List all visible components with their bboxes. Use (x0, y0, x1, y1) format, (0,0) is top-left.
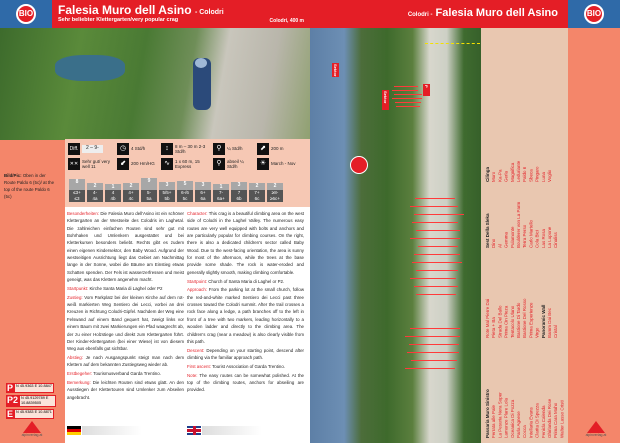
gps-coordinates (6, 383, 56, 421)
grade-bar: 2 7+ 6c (249, 183, 265, 202)
en-descent: Descent: Depending on your starting point, descend after climbing via the familiar approach path. (187, 347, 304, 361)
de-note: Bemerkung: Die leichten Routen sind etwas glatt. An den Ausstiegen der Klettertouren sind Umlenker zum Abseilen angebracht. (67, 380, 184, 400)
descent-icon: ⚲ (213, 158, 225, 170)
area-prefix: Colodri - (407, 12, 433, 18)
section-tab-left (0, 0, 52, 28)
crag-title: Falesia Muro dell Asino (58, 3, 192, 17)
right-side-strip (568, 28, 620, 443)
route-list-sector-2: Sest Della Sleka Dino Al Gemma Pulamonte Boulderer von La Parm Terra Perso Carlo Martello Cola Bici Las Rosa La Lupone Cinaliss (485, 201, 559, 248)
german-flag-icon (67, 426, 81, 435)
gps-parking-2: P2 N 45.9129789 E 10.8839505 (6, 395, 56, 407)
route-lines-lower (405, 328, 465, 388)
helmet-shape (195, 58, 207, 68)
route-lines-main (410, 198, 465, 308)
left-page-header (52, 0, 310, 28)
uk-flag-icon (187, 426, 201, 435)
gps-entry: E N 45.9383 E 10.8871 (7, 409, 52, 419)
de-approach: Zustieg: Vom Parkplatz bei der kleinen Kirche auf dem rot-weiß markierten Weg Sentiero dei Lecci, vorbei an drei Kreuzen in Richtung Colodri-Gipfel. Nachdem der Weg eine Felswand auf einem Band gequert hat, zweigt links vor einem Baum mit zwei Markierungen ein Pfad waagrecht ab, der zu einer Holzstiege und direkt zum Klettergarten führt. Der Kinder-Klettergarten (bei einer Wiese) ist von diesem Weg aus ebenfalls gut sichtbar. (67, 294, 184, 352)
page-title (58, 3, 224, 17)
topo-label: P (423, 84, 430, 96)
mountain-logo-icon (587, 421, 605, 433)
stat-rating: ✕✕ Sehr gut/ very well 11 (69, 158, 111, 169)
en-note: Note: The easy routes can be somewhat polished. At the top of the climbing routes, anchors for abseiling are provided. (187, 372, 304, 393)
stat-elevation: ⬈ 200 m (257, 142, 284, 156)
difficulty-icon: Diff. (68, 143, 80, 155)
approach-trail (425, 43, 480, 44)
right-page-header (310, 0, 568, 28)
stat-descent: ⚲ abseil ¼ Std/h (213, 157, 255, 171)
de-startpoint: Startpunkt: Kirche Santa Maria di Laghel oder P2 (67, 285, 163, 291)
bio-badge: BIO (16, 4, 36, 24)
orientation-icon: ⬋ (117, 158, 129, 170)
stat-approach: ⚲ ¼ Std/h (213, 142, 243, 156)
de-descent: Abstieg: Je nach Ausgangspunkt steigt man nach dem Klettern auf dem bekannten Zustiegsweg wieder ab. (67, 355, 184, 368)
crag-title-right: Falesia Muro dell Asino (435, 7, 558, 19)
rope-icon: ∿ (161, 158, 173, 170)
stat-equipment: ∿ 1 x 60 m, 15 Express (161, 157, 211, 171)
lake-shape (55, 55, 125, 81)
stat-route-length: ↕ 8 m – 30 m 2-3 Std/h (161, 142, 211, 156)
clock-icon: ◷ (117, 143, 129, 155)
page-subtitle: Sehr beliebter Klettergarten/very popular crag (58, 17, 179, 23)
caption-label: Bild/Pic: (4, 173, 22, 178)
publisher-logo-left: alpinverlag.at (23, 421, 41, 435)
topo-photo (310, 28, 481, 443)
route-list-sector-4: Passaria Muro Sinistro Ferrata alle Pale La Pesuria Nera Super Lamunze Plare Lola Oceanica Di Pozza Parla Agnese Cocca Intellaria Evans Clarita Di Spezza Fenicla Calenda Ghirlanda Dei Rose Prima Cara Maho Walter Lasso Cristi (485, 389, 565, 438)
topo-label: Sektor (382, 90, 389, 110)
grade-distribution (69, 175, 309, 205)
german-description (67, 210, 184, 403)
grade-bar: 3 6+ 6a (195, 182, 211, 202)
grade-bar: 2 ≥8- ≥6c+ (267, 183, 283, 202)
climber-photo (0, 28, 310, 140)
grade-bar: 2 4- 4a (87, 183, 103, 202)
grade-bar: 5 6-/6 5c (177, 181, 193, 202)
english-description (187, 210, 304, 395)
gps-parking: P N 45.9363 E 10.8847 (7, 383, 52, 393)
approach-icon: ⚲ (213, 143, 225, 155)
crag-info-panel (65, 139, 310, 207)
bio-badge-right: BIO (584, 4, 604, 24)
stat-duration: ◷ 4 Std/h (117, 142, 145, 156)
route-list-sector-3: Rote Mal Pierre Dai Pieta + Ba Strada Del Ballo Prima Cin Pieza Tentacolo Ulano Bastione Di Tardo Bastione Del Rosso Prima Esperienze Virgo Panoramic Wall Bamm Dai Bec Cristal (485, 298, 559, 338)
rating-icon: ✕✕ (68, 158, 80, 170)
location-altitude: Colodri, 400 m (269, 18, 304, 24)
stat-season: ☀ March - Nov (257, 157, 297, 171)
mountain-logo-icon (23, 421, 41, 433)
de-first-ascent: Erstbegeher: Tourismusverband Garda Trentino. (67, 371, 161, 377)
route-list-sector-1: Cilinga Muro Ka-Pa Gerla Magnifica Leduriante Paldo 6 Sbeca Pingaro Luna Voglio (485, 160, 553, 182)
grade-bar: 3 7 6b (231, 182, 247, 202)
right-page-title (408, 7, 558, 19)
stat-difficulty: Diff. 2 – 9- (68, 142, 103, 156)
grade-bar: 8 ≤3+ ≤3 (69, 179, 85, 202)
grade-bar: 1 7- 6a+ (213, 184, 229, 202)
stat-orientation: ⬋ 200 Hm/HG (117, 157, 155, 171)
grade-bar: 2 4+ 4c (123, 183, 139, 202)
topo-label: Sektor (333, 64, 338, 77)
en-startpoint: Startpoint: Church of Santa Maria di Laghel or P2. (187, 278, 285, 284)
sector-marker (350, 156, 368, 174)
grade-bar: 9 5- 5a (141, 178, 157, 202)
caption-text: Oben in der Route Paldo 6 (5c)/ at the top of the route Paldo 6 (5c) (4, 173, 55, 199)
en-first-ascent: First ascent: Tourist Association of Garda Trentino. (187, 363, 286, 369)
elevation-icon: ⬈ (257, 143, 269, 155)
section-tab-right (568, 0, 620, 28)
route-list-panel (481, 28, 568, 443)
photo-caption (4, 172, 58, 200)
flag-divider (82, 426, 142, 435)
en-approach: Approach: From the parking lot at the small church, follow the red-and-white marked Sentiero dei Lecci past three crosses toward the Colodri summit. After the trail crosses a rock face along a ledge, a path branches off to the left in front of a tree with two markers, leading horizontally to a wooden ladder and directly to the climbing area. The children's crag (near a meadow) is also clearly visible from this path. (187, 287, 304, 344)
flag-divider (202, 426, 262, 435)
area-suffix: - Colodri (194, 9, 224, 16)
de-characteristics: Besonderheiten: Die Falesia Muro dell'Asino ist ein schöner Klettergarten an der Westseite des Colodris im Laghetal. Die zahlreichen einfachen Routen sind sehr gut mit Bohrhaken und Umlenkern ausgestattet und bei Kletterkursen besonders beliebt. Rechts gibt es zudem einen eigenen Kindersektor, den Baby Wood. Aufgrund der westseitigen Ausrichtung liegt das Gebiet am Nachmittag lange in der Sonne, wobei die Bäume am Einstieg etwas Schatten spenden. Der Fels ist wasserzerfressen und meist geneigt, was das Klettern angenehm macht. (67, 211, 184, 283)
route-lines-upper (392, 86, 422, 112)
crag-stats (65, 139, 310, 173)
en-character: Character: This crag is a beautiful climbing area on the west side of Colodri in the Laghel Valley. The numerous easy routes are very well equipped with bolts and anchors and are particularly popular for climbing courses. On the right, there is also a dedicated children's sector called Baby Wood. Due to the west-facing orientation, the area is sunny for most of the afternoon, while the trees at the base provide some shade. The rock is water-eroded and generally slightly smooth, making climbing comfortable. (187, 211, 305, 275)
season-icon: ☀ (257, 158, 269, 170)
route-length-icon: ↕ (161, 143, 173, 155)
grade-bar: 3 5/5+ 5b (159, 182, 175, 202)
grade-bar: 1 4 4b (105, 184, 121, 202)
publisher-logo-right: alpinverlag.at (587, 421, 605, 435)
